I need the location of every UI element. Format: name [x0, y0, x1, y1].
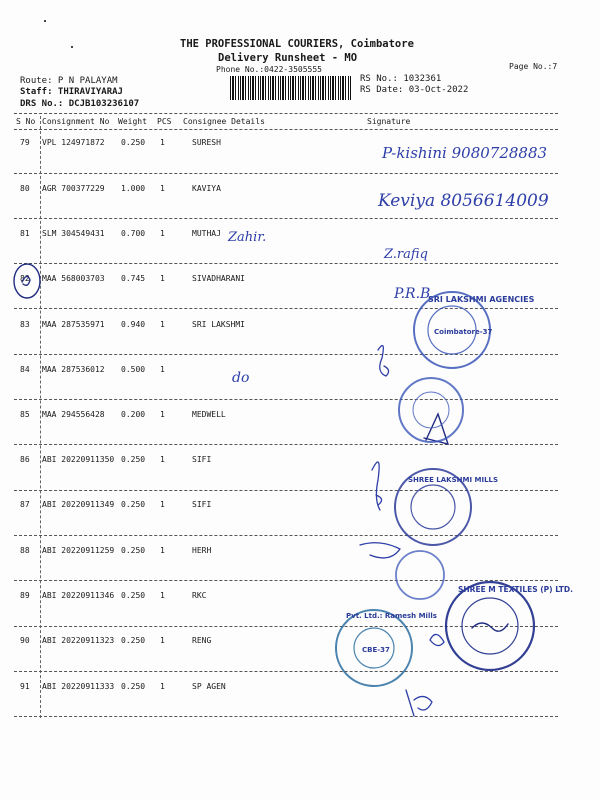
row-sno: 91 [20, 682, 30, 691]
drs-number: DRS No.: DCJB103236107 [20, 99, 140, 109]
stamp-text: SRI LAKSHMI AGENCIES [428, 295, 535, 304]
stamp-sri-lakshmi [414, 292, 535, 368]
row-sno: 88 [20, 546, 30, 555]
stamp-shree-mills [395, 469, 498, 545]
row-weight: 0.250 [121, 455, 146, 464]
col-consignee: Consignee Details [183, 117, 265, 126]
col-consignment: Consignment No [42, 117, 110, 126]
row-pcs: 1 [160, 320, 165, 329]
row-weight: 0.250 [121, 500, 146, 509]
route-label: Route: P N PALAYAM [20, 76, 118, 86]
row-pcs: 1 [160, 138, 165, 147]
row-weight: 0.700 [121, 229, 146, 238]
row-consignee: SP AGEN [192, 682, 226, 691]
row-consignment: AGR 700377229 [42, 184, 105, 193]
row-weight: 0.250 [121, 546, 146, 555]
row-pcs: 1 [160, 591, 165, 600]
phone-number: Phone No.:0422-3505555 [216, 65, 322, 74]
row-weight: 0.250 [121, 591, 146, 600]
stamp-text: SHREE M TEXTILES (P) LTD. [458, 585, 573, 594]
row-pcs: 1 [160, 274, 165, 283]
rs-number: RS No.: 1032361 [360, 74, 442, 84]
row-pcs: 1 [160, 500, 165, 509]
row-sno: 80 [20, 184, 30, 193]
row-consignee: SRI LAKSHMI [192, 320, 245, 329]
row-weight: 0.250 [121, 682, 146, 691]
row-consignee: SIFI [192, 455, 212, 464]
row-consignment: MAA 287536012 [42, 365, 105, 374]
row-consignment: ABI 20220911259 [42, 546, 115, 555]
handwritten-name-row81: Zahir. [228, 230, 267, 245]
signature-scribble [372, 462, 382, 510]
signature-scribble [472, 623, 508, 631]
signature-row80: Keviya 8056614009 [378, 191, 549, 211]
row-consignee: SIVADHARANI [192, 274, 245, 283]
row-pcs: 1 [160, 546, 165, 555]
row-consignment: VPL 124971872 [42, 138, 105, 147]
row-consignee: SIFI [192, 500, 212, 509]
row-pcs: 1 [160, 365, 165, 374]
row-consignment: ABI 20220911350 [42, 455, 115, 464]
col-pcs: PCS [157, 117, 172, 126]
signature-row82: P.R.B [394, 286, 431, 302]
stamp-text: Pvt. Ltd.: Ramesh Mills [346, 612, 437, 620]
row-consignment: ABI 20220911323 [42, 636, 115, 645]
row-weight: 0.745 [121, 274, 146, 283]
row-sno: 90 [20, 636, 30, 645]
row-consignment: MAA 294556428 [42, 410, 105, 419]
row-pcs: 1 [160, 229, 165, 238]
row-pcs: 1 [160, 184, 165, 193]
row-sno: 86 [20, 455, 30, 464]
stamp-pvt-ltd [336, 610, 437, 686]
col-signature: Signature [367, 117, 411, 126]
signature-scribble [360, 543, 400, 558]
row-sno: 84 [20, 365, 30, 374]
row-sno: 85 [20, 410, 30, 419]
row-consignee: MUTHAJ [192, 229, 221, 238]
row-consignment: ABI 20220911349 [42, 500, 115, 509]
row-weight: 0.250 [121, 138, 146, 147]
row-sno: 89 [20, 591, 30, 600]
col-sno: S No [16, 117, 36, 126]
row-weight: 0.250 [121, 636, 146, 645]
row-sno: 81 [20, 229, 30, 238]
stamp-round [399, 378, 463, 442]
row-consignee: MEDWELL [192, 410, 226, 419]
row-weight: 0.200 [121, 410, 146, 419]
row-consignee: RKC [192, 591, 207, 600]
row-weight: 0.500 [121, 365, 146, 374]
runsheet-subtitle: Delivery Runsheet - MO [218, 52, 358, 64]
row-weight: 1.000 [121, 184, 146, 193]
hand-mark [22, 276, 30, 285]
hand-circle-mark [14, 264, 40, 298]
row-sno: 79 [20, 138, 30, 147]
staff-label: Staff: THIRAVIYARAJ [20, 87, 123, 97]
row-consignment: SLM 304549431 [42, 229, 105, 238]
stamp-text: CBE-37 [362, 646, 390, 654]
signature-scribble [406, 690, 432, 716]
company-title: THE PROFESSIONAL COURIERS, Coimbatore [180, 38, 414, 50]
row-pcs: 1 [160, 682, 165, 691]
stamp-textiles [446, 582, 573, 670]
signature-row81: Z.rafiq [384, 247, 428, 262]
row-weight: 0.940 [121, 320, 146, 329]
row-pcs: 1 [160, 636, 165, 645]
row-sno: 82 [20, 274, 30, 283]
row-sno: 87 [20, 500, 30, 509]
row-pcs: 1 [160, 410, 165, 419]
page-number: Page No.:7 [509, 62, 558, 71]
stamp-round [396, 551, 444, 599]
row-consignee: KAVIYA [192, 184, 221, 193]
row-consignment: MAA 568003703 [42, 274, 105, 283]
row-sno: 83 [20, 320, 30, 329]
ditto-mark-row84: do [232, 370, 250, 386]
col-weight: Weight [118, 117, 147, 126]
rs-date: RS Date: 03-Oct-2022 [360, 85, 469, 95]
row-consignment: ABI 20220911333 [42, 682, 115, 691]
row-consignment: ABI 20220911346 [42, 591, 115, 600]
row-pcs: 1 [160, 455, 165, 464]
row-consignee: HERH [192, 546, 212, 555]
signature-scribble [430, 634, 444, 645]
row-consignee: SURESH [192, 138, 221, 147]
stamp-text: SHREE LAKSHMI MILLS [408, 476, 499, 484]
signature-row79-name: P-kishini 9080728883 [382, 144, 548, 162]
stamp-text: Coimbatore-37 [434, 328, 493, 336]
signature-scribble [378, 346, 389, 377]
row-consignee: RENG [192, 636, 212, 645]
row-consignment: MAA 287535971 [42, 320, 105, 329]
